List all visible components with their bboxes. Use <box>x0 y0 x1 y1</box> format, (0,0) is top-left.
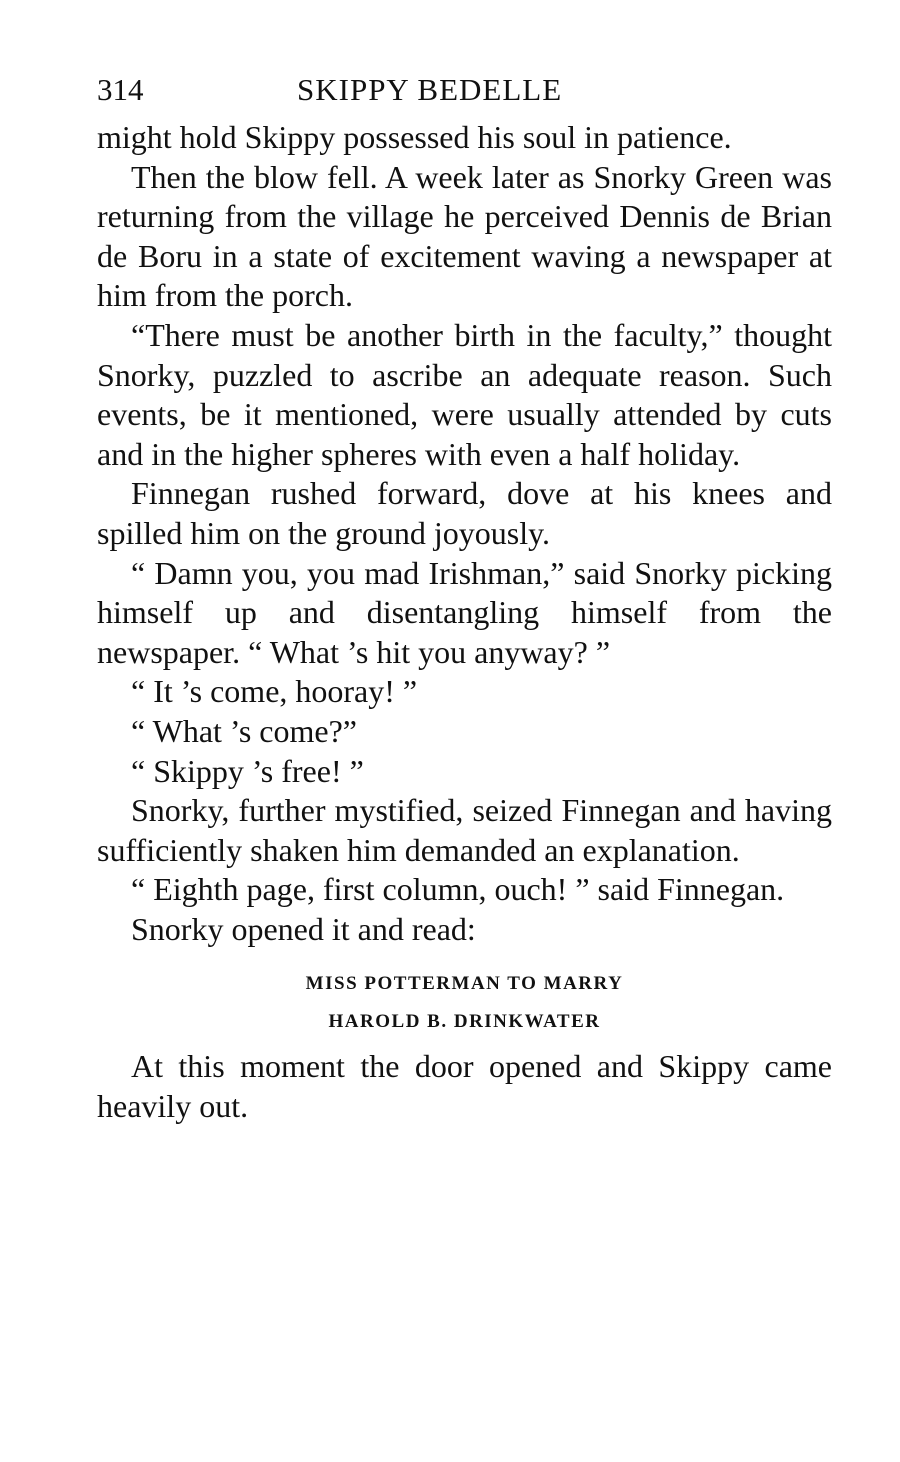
paragraph: At this moment the door opened and Skippy came heavily out. <box>97 1048 832 1125</box>
body-text <box>97 118 832 1127</box>
paragraph: “ Skippy ’s free! ” <box>131 752 364 789</box>
paragraph: “ It ’s come, hooray! ” <box>131 673 418 710</box>
paragraph: Snorky opened it and read: <box>131 910 476 947</box>
paragraph: “ Damn you, you mad Irishman,” said Snorky picking himself up and disentangling himself from the newspaper. “ What ’s hit you anyway? ” <box>97 554 832 670</box>
page-number: 314 <box>97 72 144 107</box>
paragraph: “ What ’s come?” <box>131 712 357 749</box>
paragraph: Snorky, further mystified, seized Finnegan and having sufficiently shaken him demanded an explanation. <box>97 792 832 868</box>
book-page <box>97 58 832 1127</box>
paragraph: Finnegan rushed forward, dove at his knees and spilled him on the ground joyously. <box>97 475 832 551</box>
newspaper-headline-line-1: MISS POTTERMAN TO MARRY <box>305 973 624 995</box>
running-title: SKIPPY BEDELLE <box>297 72 563 107</box>
paragraph: “There must be another birth in the faculty,” thought Snorky, puzzled to ascribe an adequate reason. Such events, be it mentioned, were usually attended by cuts and in the higher spheres with even a half holiday. <box>97 316 832 472</box>
paragraph-continued: might hold Skippy possessed his soul in patience. <box>97 119 732 155</box>
paragraph: Then the blow fell. A week later as Snorky Green was returning from the village he perceived Dennis de Brian de Boru in a state of excitement waving a newspaper at him from the porch. <box>97 158 832 314</box>
newspaper-headline-line-2: HAROLD B. DRINKWATER <box>328 1011 601 1033</box>
paragraph: “ Eighth page, first column, ouch! ” said Finnegan. <box>131 871 785 908</box>
running-head <box>97 58 832 118</box>
